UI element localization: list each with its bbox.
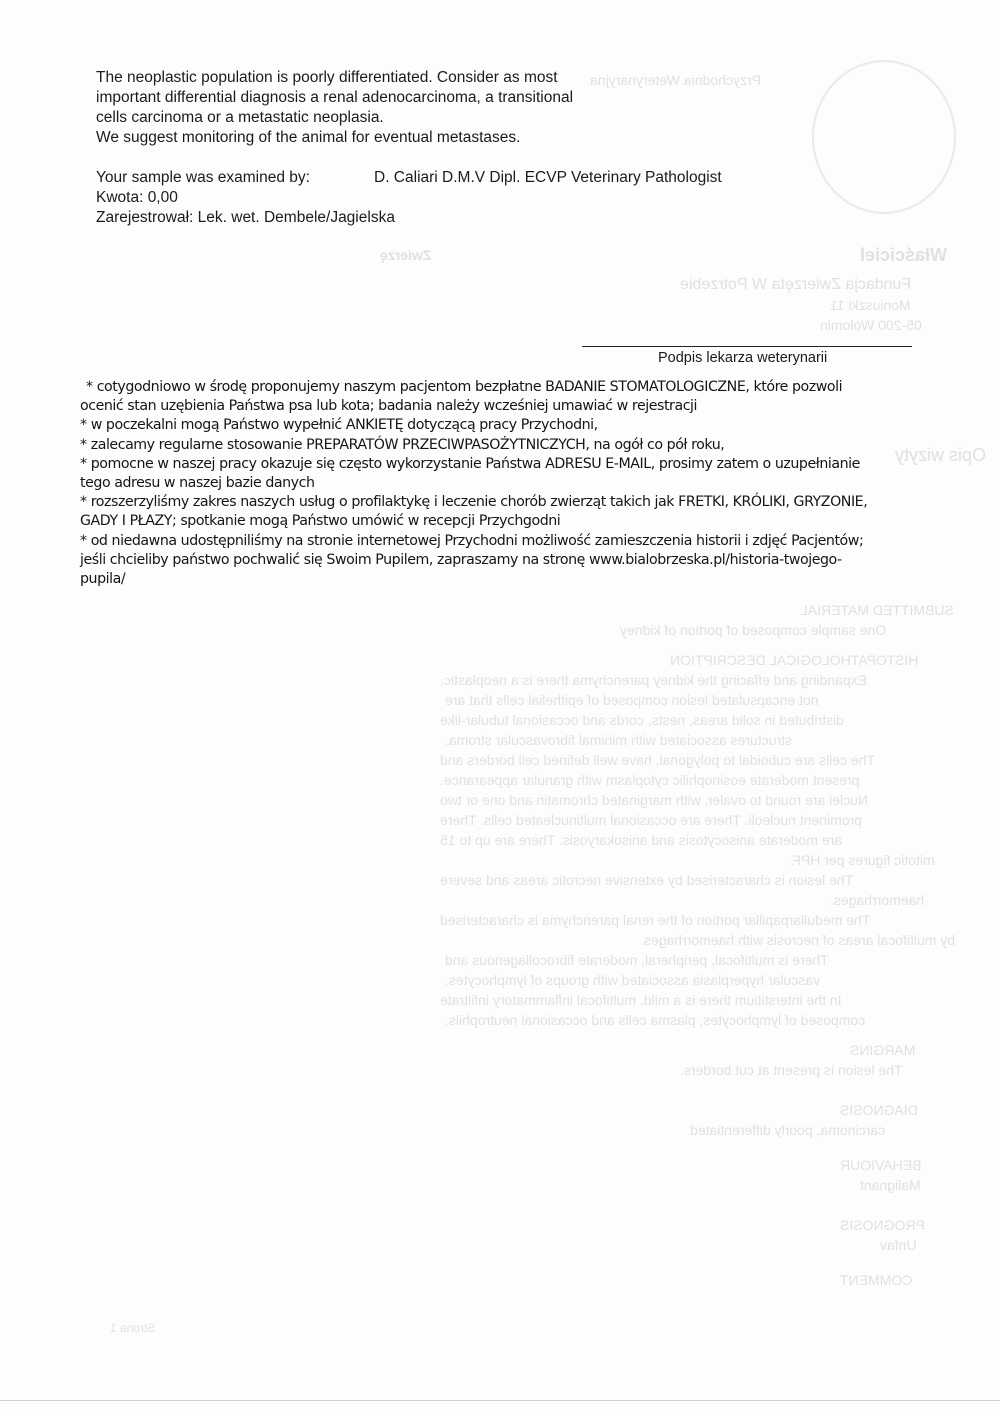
examined-by-label: Your sample was examined by: [96, 169, 310, 186]
note-line: pupila/ [80, 571, 126, 588]
signature-line [582, 346, 912, 347]
show-through-text: BEHAVIOUR [840, 1157, 922, 1173]
report-line: important differential diagnosis a renal adenocarcinoma, a transitional [96, 89, 574, 106]
show-through-text: The medullarpapillar portion of the renal parenchyma is characterised [440, 912, 871, 928]
note-line: ocenić stan uzębienia Państwa psa lub kota; badania należy wcześniej umawiać w rejestracji [80, 398, 698, 415]
note-line: GADY I PŁAZY; spotkanie mogą Państwo umówić w recepcji Przychgodni [80, 513, 561, 530]
show-through-text: PROGNOSIS [840, 1217, 925, 1233]
show-through-text: Fundacja Zwierzęta W Potrzebie [680, 276, 912, 293]
show-through-text: by multifocal areas of necrosis with haemorrhages. [640, 932, 956, 948]
show-through-text: composed of lymphocytes, plasma cells and occasional neutrophils. [445, 1012, 866, 1028]
show-through-text: Nuclei are round to ovaler, with marginated chromatin and one or two [440, 792, 869, 808]
show-through-text: MARGINS [850, 1042, 916, 1058]
show-through-text: prominent nucleoli. There are occasional multinucleated cells. There [440, 812, 863, 828]
show-through-text: One sample composed of portion of kidney [620, 622, 887, 638]
report-line: The neoplastic population is poorly differentiated. Consider as most [96, 69, 558, 86]
show-through-text: The lesion is present at cut borders. [680, 1062, 903, 1078]
note-line: * rozszerzyliśmy zakres naszych usług o profilaktykę i leczenie chorób zwierząt takich jak FRETKI, KRÓLIKI, GRYZONIE, [80, 494, 868, 511]
pathologist-name: D. Caliari D.M.V Dipl. ECVP Veterinary Pathologist [374, 169, 722, 186]
note-line: * cotygodniowo w środę proponujemy naszym pacjentom bezpłatne BADANIE STOMATOLOGICZNE, które pozwoli [86, 379, 843, 395]
show-through-text: In the interstitium there is a mild, multifocal inflammatory infiltrate [440, 992, 842, 1008]
show-through-text: 05-200 Wołomin [820, 317, 922, 333]
note-line: * w poczekalni mogą Państwo wypełnić ANKIETĘ dotyczącą pracy Przychodni, [80, 417, 598, 434]
quota-text: Kwota: 0,00 [96, 189, 178, 206]
page-bottom-edge [0, 1400, 1000, 1401]
report-conclusion [96, 68, 616, 148]
show-through-text: carcinoma, poorly differentiated [690, 1122, 886, 1138]
show-through-seal [812, 60, 956, 214]
signature-label: Podpis lekarza weterynarii [658, 350, 828, 366]
show-through-text: Strona 1 [110, 1321, 156, 1335]
show-through-text: Opis wizyty [895, 445, 987, 465]
show-through-text: HISTOPATHOLOGICAL DESCRIPTION [670, 652, 919, 668]
show-through-text: DIAGNOSIS [840, 1102, 918, 1118]
show-through-text: COMMENT [840, 1272, 913, 1288]
show-through-text: mitotic figures per HPF. [790, 852, 935, 868]
registered-by-text: Zarejestrował: Lek. wet. Dembele/Jagielska [96, 209, 395, 226]
note-line: * zalecamy regularne stosowanie PREPARATÓW PRZECIWPASOŻYTNICZYCH, na ogół co pół roku, [80, 436, 725, 453]
show-through-text: not encapsulated lesion composed of epithelial cells that are [445, 692, 819, 708]
show-through-text: The lesion is characterised by extensive necrotic areas and severe [440, 872, 854, 888]
show-through-text: haemorrhages. [830, 892, 925, 908]
show-through-text: Malignant [860, 1177, 921, 1193]
note-line: * od niedawna udostępniliśmy na stronie internetowej Przychodni możliwość zamieszczenia historii i zdjęć Pacjentów; [80, 532, 864, 549]
show-through-text: The cells are cuboidal to polygonal, have well defined cell borders and [440, 752, 876, 768]
note-line: tego adresu w naszej bazie danych [80, 475, 315, 492]
clinic-notes [80, 378, 920, 589]
show-through-text: Moniuszki 11 [830, 297, 911, 313]
show-through-text: Właściciel [860, 245, 948, 265]
show-through-text: vascular hyperplasia associated with groups of lymphocytes. [445, 972, 821, 988]
show-through-text: Expanding and effacing the kidney parenchyma there is a neoplastic, [440, 672, 868, 688]
note-line: jeśli chcieliby państwo pochwalić się Swoim Pupilem, zapraszamy na stronę www.bialobrzeska.pl/historia-twojego- [80, 551, 842, 568]
note-line: * pomocne w naszej pracy okazuje się często wykorzystanie Państwa ADRESU E-MAIL, prosimy zatem o uzupełnianie [80, 455, 860, 472]
show-through-text: Przychodnia Weterynaryjna [590, 72, 761, 88]
report-line: We suggest monitoring of the animal for eventual metastases. [96, 129, 521, 146]
show-through-text: present moderate eosinophilic cytoplasm with granular appearance. [440, 772, 860, 788]
show-through-text: are moderate anisocytosis and anisokaryosis. There are up to 15 [440, 832, 843, 848]
show-through-text: Unfav [880, 1237, 917, 1253]
report-line: cells carcinoma or a metastatic neoplasia. [96, 109, 384, 126]
show-through-text: There is multifocal, peripheral, moderate fibrocollagenous and [445, 952, 829, 968]
show-through-text: SUBMITTED MATERIAL [800, 602, 954, 618]
show-through-text: distributed in solid areas, nests, cords and occasional tubular-like [440, 712, 844, 728]
examiner-block [96, 168, 796, 228]
show-through-text: structures associated with minimal fibrovascular stroma. [445, 732, 793, 748]
show-through-text: Zwierzę [380, 247, 432, 263]
